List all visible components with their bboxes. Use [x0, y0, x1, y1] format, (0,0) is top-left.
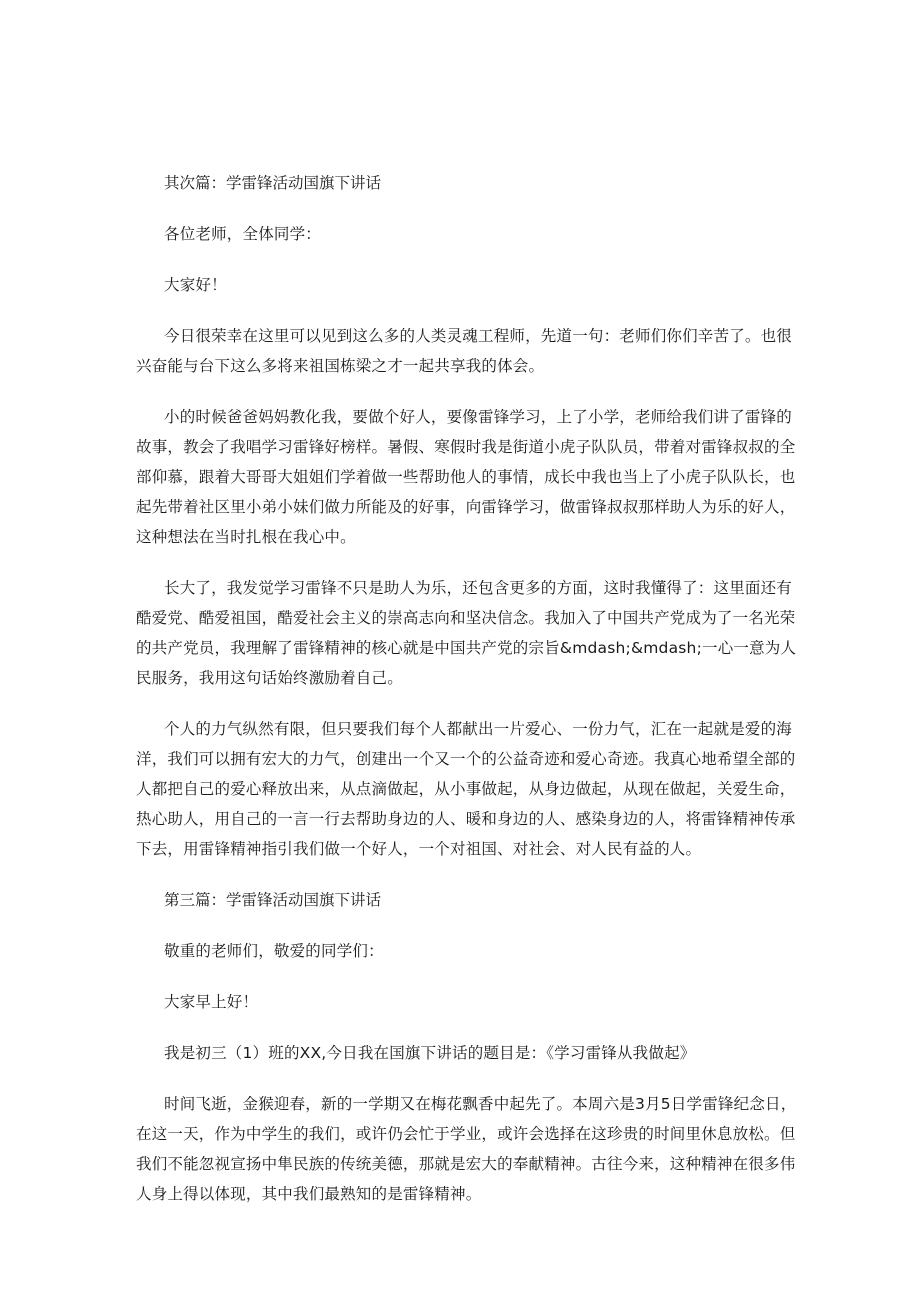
section-title-second: 其次篇：学雷锋活动国旗下讲话	[164, 174, 382, 192]
document-body	[136, 168, 800, 1230]
salutation: 敬重的老师们，敬爱的同学们：	[164, 942, 384, 960]
salutation: 各位老师，全体同学：	[164, 225, 322, 243]
paragraph: 时间飞逝，金猴迎春，新的一学期又在梅花飘香中起先了。本周六是3月5日学雷锋纪念日，在这一天，作为中学生的我们，或许仍会忙于学业，或许会选择在这珍贵的时间里休息放松。但我们不能忽视宣扬中隼民族的传统美德，那就是宏大的奉献精神。古往今来，这种精神在很多伟人身上得以体现，其中我们最熟知的是雷锋精神。	[136, 1095, 797, 1203]
paragraph: 今日很荣幸在这里可以见到这么多的人类灵魂工程师，先道一句：老师们你们辛苦了。也很兴奋能与台下这么多将来祖国栋梁之才一起共享我的体会。	[136, 327, 793, 375]
paragraph: 长大了，我发觉学习雷锋不只是助人为乐，还包含更多的方面，这时我懂得了：这里面还有酷爱党、酷爱祖国，酷爱社会主义的崇高志向和坚决信念。我加入了中国共产党成为了一名光荣的共产党员，我理解了雷锋精神的核心就是中国共产党的宗旨&mdash;&mdash;一心一意为人民服务，我用这句话始终激励着自己。	[136, 579, 797, 687]
greeting: 大家早上好！	[164, 993, 259, 1011]
greeting: 大家好！	[164, 276, 227, 294]
section-title-third: 第三篇：学雷锋活动国旗下讲话	[164, 891, 382, 909]
paragraph: 个人的力气纵然有限，但只要我们每个人都献出一片爱心、一份力气，汇在一起就是爱的海洋，我们可以拥有宏大的力气，创建出一个又一个的公益奇迹和爱心奇迹。我真心地希望全部的人都把自己的爱心释放出来，从点滴做起，从小事做起，从身边做起，从现在做起，关爱生命，热心助人，用自己的一言一行去帮助身边的人、暖和身边的人、感染身边的人，将雷锋精神传承下去，用雷锋精神指引我们做一个好人，一个对祖国、对社会、对人民有益的人。	[136, 720, 796, 858]
paragraph: 小的时候爸爸妈妈教化我，要做个好人，要像雷锋学习，上了小学，老师给我们讲了雷锋的故事，教会了我唱学习雷锋好榜样。暑假、寒假时我是街道小虎子队队员，带着对雷锋叔叔的全部仰慕，跟着大哥哥大姐姐们学着做一些帮助他人的事情，成长中我也当上了小虎子队队长，也起先带着社区里小弟小妹们做力所能及的好事，向雷锋学习，做雷锋叔叔那样助人为乐的好人，这种想法在当时扎根在我心中。	[136, 408, 796, 546]
speech-intro: 我是初三（1）班的XX,今日我在国旗下讲话的题目是：《学习雷锋从我做起》	[164, 1044, 696, 1062]
